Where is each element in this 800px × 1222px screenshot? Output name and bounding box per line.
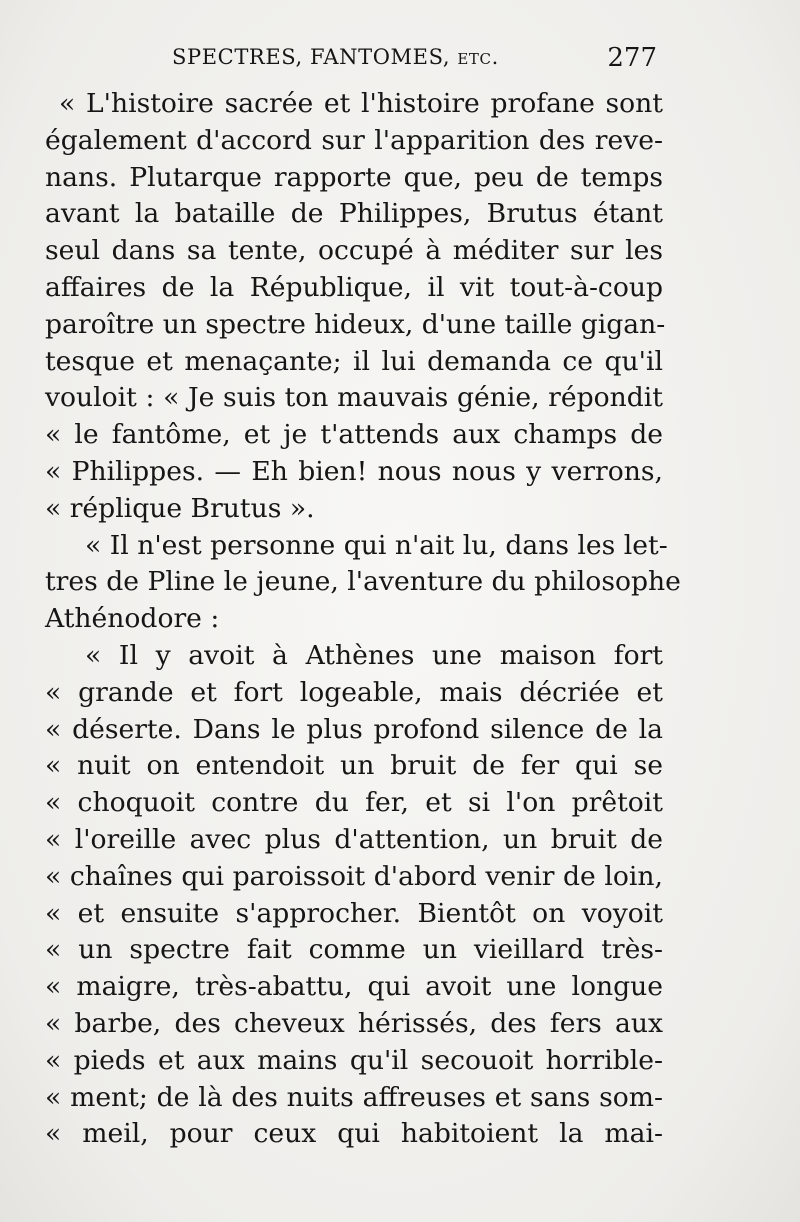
text-line: « meil, pour ceux qui habitoient la mai- <box>45 1118 663 1150</box>
text-line: nans. Plutarque rapporte que, peu de temps <box>45 161 663 193</box>
text-line: « choquoit contre du fer, et si l'on prêtoit <box>45 787 663 819</box>
text-line: « grande et fort logeable, mais décriée et <box>45 676 663 708</box>
text-line: « Il n'est personne qui n'ait lu, dans les let- <box>85 529 668 561</box>
text-line: avant la bataille de Philippes, Brutus étant <box>45 198 663 230</box>
text-line: Athénodore : <box>45 603 220 635</box>
text-line: « l'oreille avec plus d'attention, un bruit de <box>45 823 663 855</box>
text-line: « maigre, très-abattu, qui avoit une longue <box>45 971 663 1003</box>
text-line: vouloit : « Je suis ton mauvais génie, répondit <box>45 382 663 414</box>
text-line: paroître un spectre hideux, d'une taille gigan- <box>45 308 666 340</box>
text-line: « L'histoire sacrée et l'histoire profane sont <box>59 88 663 119</box>
text-line: « un spectre fait comme un vieillard très- <box>45 934 663 966</box>
text-line: « barbe, des cheveux hérissés, des fers aux <box>45 1007 663 1039</box>
text-line: également d'accord sur l'apparition des reve- <box>45 124 663 156</box>
text-line: « déserte. Dans le plus profond silence de la <box>45 713 663 745</box>
text-line: « ment; de là des nuits affreuses et sans som- <box>45 1081 663 1113</box>
text-line: « le fantôme, et je t'attends aux champs de <box>45 419 663 451</box>
text-line: « pieds et aux mains qu'il secouoit horrible- <box>45 1044 663 1076</box>
text-line: « Il y avoit à Athènes une maison fort <box>85 639 663 671</box>
text-line: « et ensuite s'approcher. Bientôt on voyoit <box>45 897 663 929</box>
text-line: « réplique Brutus ». <box>45 492 315 524</box>
text-line: « chaînes qui paroissoit d'abord venir de loin, <box>45 860 663 892</box>
text-line: tres de Pline le jeune, l'aventure du philosophe <box>45 566 681 598</box>
text-line: tesque et menaçante; il lui demanda ce qu'il <box>45 345 663 377</box>
text-line: « Philippes. — Eh bien! nous nous y verrons, <box>45 455 663 487</box>
page-header <box>172 45 657 79</box>
body-text <box>45 86 681 1153</box>
text-line: seul dans sa tente, occupé à méditer sur les <box>45 235 663 267</box>
text-line: « nuit on entendoit un bruit de fer qui se <box>45 750 663 782</box>
page-number: 277 <box>607 43 657 73</box>
text-line: affaires de la République, il vit tout-à-coup <box>45 271 663 303</box>
running-title: SPECTRES, FANTOMES, etc. <box>172 45 499 69</box>
